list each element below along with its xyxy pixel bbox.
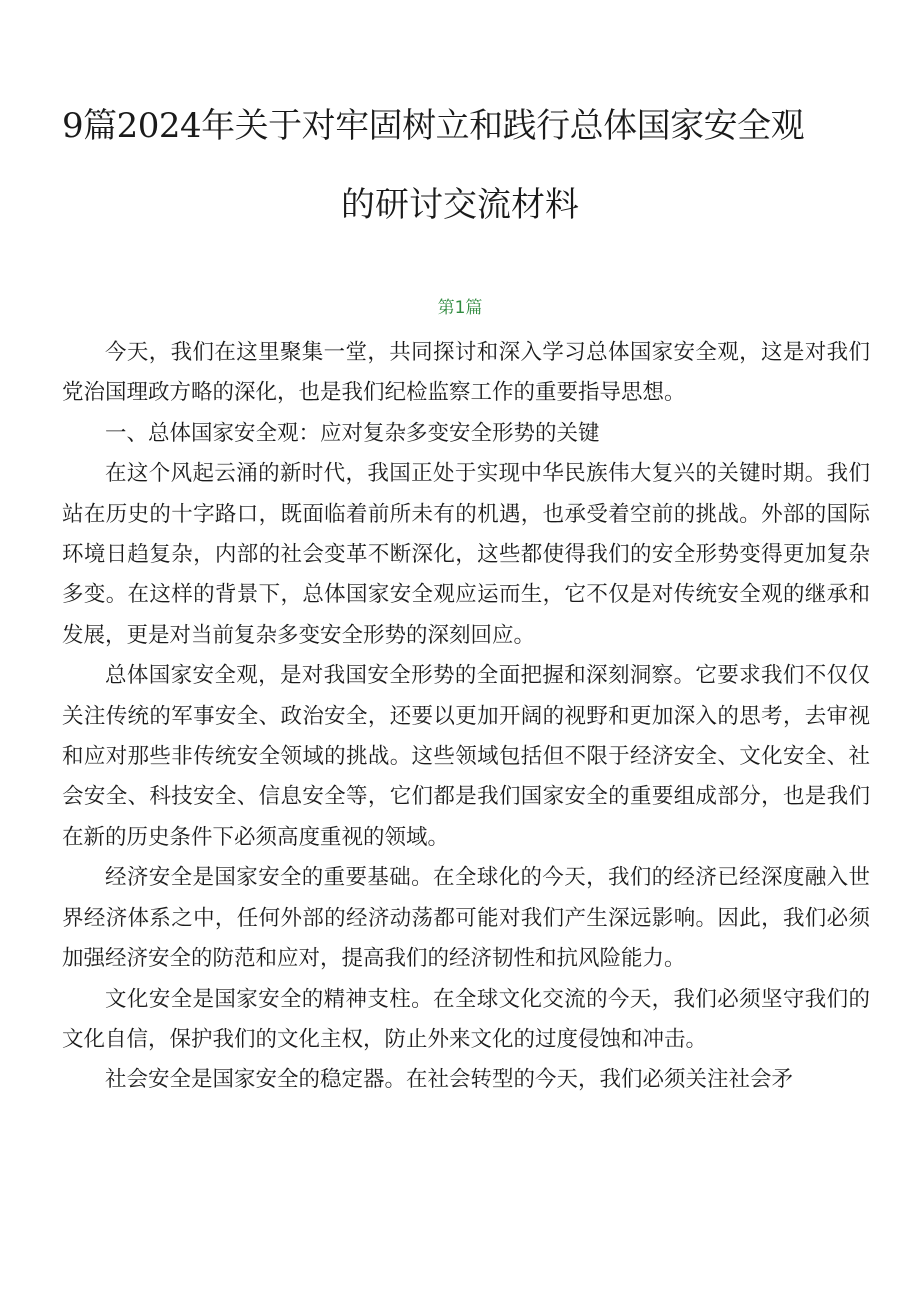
paragraph: 总体国家安全观，是对我国安全形势的全面把握和深刻洞察。它要求我们不仅仅关注传统的军事安全、政治安全，还要以更加开阔的视野和更加深入的思考，去审视和应对那些非传统安全领域的挑战。这些领域包括但不限于经济安全、文化安全、社会安全、科技安全、信息安全等，它们都是我们国家安全的重要组成部分，也是我们在新的历史条件下必须高度重视的领域。 <box>62 663 870 850</box>
paragraph: 经济安全是国家安全的重要基础。在全球化的今天，我们的经济已经深度融入世界经济体系之中，任何外部的经济动荡都可能对我们产生深远影响。因此，我们必须加强经济安全的防范和应对，提高我们的经济韧性和抗风险能力。 <box>62 865 870 972</box>
paragraph: 社会安全是国家安全的稳定器。在社会转型的今天，我们必须关注社会矛 <box>105 1067 794 1093</box>
paragraph: 今天，我们在这里聚集一堂，共同探讨和深入学习总体国家安全观，这是对我们党治国理政方略的深化，也是我们纪检监察工作的重要指导思想。 <box>62 340 870 406</box>
document-title-line-1: 9篇2024年关于对牢固树立和践行总体国家安全观 <box>62 106 805 146</box>
paragraph: 文化安全是国家安全的精神支柱。在全球文化交流的今天，我们必须坚守我们的文化自信，保护我们的文化主权，防止外来文化的过度侵蚀和冲击。 <box>62 986 870 1052</box>
document-title-line-2: 的研讨交流材料 <box>341 185 579 225</box>
paragraph: 在这个风起云涌的新时代，我国正处于实现中华民族伟大复兴的关键时期。我们站在历史的十字路口，既面临着前所未有的机遇，也承受着空前的挑战。外部的国际环境日趋复杂，内部的社会变革不断深化，这些都使得我们的安全形势变得更加复杂多变。在这样的背景下，总体国家安全观应运而生，它不仅是对传统安全观的继承和发展，更是对当前复杂多变安全形势的深刻回应。 <box>62 461 870 648</box>
section-label: 第1篇 <box>437 298 483 318</box>
section-heading: 一、总体国家安全观：应对复杂多变安全形势的关键 <box>105 420 600 446</box>
document-body <box>62 333 870 1101</box>
